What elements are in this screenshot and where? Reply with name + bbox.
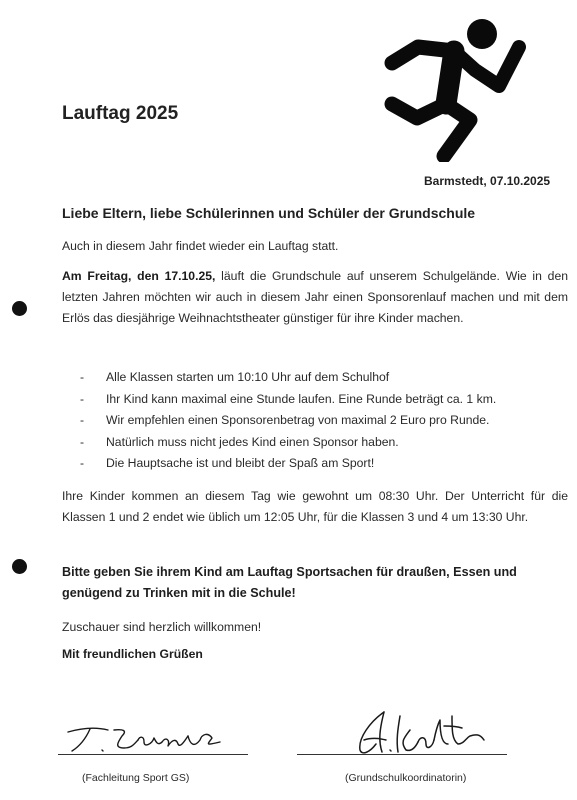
signature-caption-coordinator: (Grundschulkoordinatorin)	[345, 772, 467, 784]
info-bullet-list	[80, 367, 570, 475]
list-item	[80, 410, 570, 432]
list-item-text: Natürlich muss nicht jedes Kind einen Sponsor haben.	[106, 434, 399, 449]
signature-sport-lead	[62, 718, 232, 758]
list-item-text: Die Hauptsache ist und bleibt der Spaß am Sport!	[106, 456, 375, 470]
signature-line	[297, 754, 507, 755]
closing-greeting: Mit freundlichen Grüßen	[62, 647, 203, 661]
list-item-text: Alle Klassen starten um 10:10 Uhr auf dem Schulhof	[106, 370, 390, 384]
spectators-paragraph: Zuschauer sind herzlich willkommen!	[62, 620, 262, 634]
bullet-marker: -	[80, 391, 85, 406]
bullet-marker: -	[80, 370, 85, 384]
salutation-heading: Liebe Eltern, liebe Schülerinnen und Schüler der Grundschule	[62, 205, 476, 221]
list-item	[80, 453, 570, 475]
punch-hole	[12, 301, 27, 316]
running-person-icon	[378, 10, 528, 162]
punch-hole	[12, 559, 27, 574]
list-item-text: Ihr Kind kann maximal eine Stunde laufen. Eine Runde beträgt ca. 1 km.	[106, 391, 497, 406]
signature-line	[58, 754, 248, 755]
page-title: Lauftag 2025	[62, 103, 179, 124]
list-item	[80, 432, 570, 454]
event-text: läuft die Grundschule auf unserem Schulgelände. Wie in den letzten Jahren möchten wir auch in diesem Jahr einen Sponsorenlauf machen und mit dem Erlös das diesjährige Weihnachtstheater günstiger für ihre Kinder machen.	[62, 269, 569, 325]
list-item-text: Wir empfehlen einen Sponsorenbetrag von maximal 2 Euro pro Runde.	[106, 413, 490, 427]
place-date: Barmstedt, 07.10.2025	[424, 174, 551, 188]
bullet-marker: -	[80, 434, 85, 449]
list-item	[80, 389, 570, 411]
bullet-marker: -	[80, 456, 85, 470]
event-paragraph	[62, 266, 568, 329]
list-item	[80, 367, 570, 389]
schedule-paragraph: Ihre Kinder kommen an diesem Tag wie gewohnt um 08:30 Uhr. Der Unterricht für die Klassen 1 und 2 endet wie üblich um 12:05 Uhr, für die Klassen 3 und 4 um 13:30 Uhr.	[62, 489, 568, 524]
signature-coordinator	[340, 704, 500, 760]
intro-paragraph: Auch in diesem Jahr findet wieder ein Lauftag statt.	[62, 239, 339, 253]
request-paragraph: Bitte geben Sie ihrem Kind am Lauftag Sportsachen für draußen, Essen und genügend zu Trinken mit in die Schule!	[62, 565, 517, 600]
event-date-lead: Am Freitag, den 17.10.25,	[62, 269, 216, 283]
bullet-marker: -	[80, 413, 85, 427]
signature-caption-sport-lead: (Fachleitung Sport GS)	[82, 772, 190, 784]
